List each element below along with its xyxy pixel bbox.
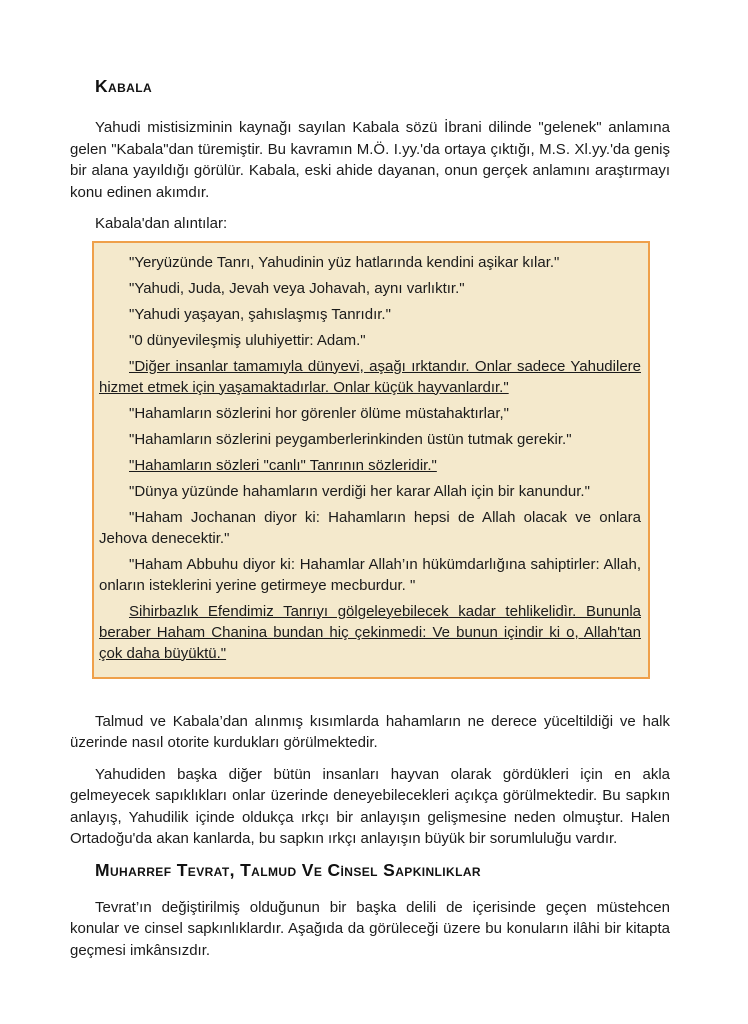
quote-item: "Dünya yüzünde hahamların verdiği her karar Allah için bir kanundur." xyxy=(129,482,590,500)
intro-paragraph: Yahudi mistisizminin kaynağı sayılan Kabala sözü İbrani dilinde "gelenek" anlamına gelen "Kabala"dan türemiştir. Bu kavramın M.Ö. I.yy.'da ortaya çıktığı, M.S. Xl.yy.'da geniş bir alana yayıldığı görülür. Kabala, eski ahide dayanan, onun gerçek anlamını araştırmayı konu edinen akımdır. xyxy=(70,119,670,201)
tevrat-paragraph: Tevrat’ın değiştirilmiş olduğunun bir başka delili de içerisinde geçen müstehcen konular ve cinsel sapkınlıklardır. Aşağıda da görüleceği üzere bu konuların ilâhi bir kitapta geçmesi imkânsızdır. xyxy=(70,898,670,959)
talmud-kabala-paragraph: Talmud ve Kabala’dan alınmış kısımlarda hahamların ne derece yüceltildiği ve halk üzerinde nasıl otorite kurdukları görülmektedir. xyxy=(70,712,670,751)
quote-item-underlined: Sihirbazlık Efendimiz Tanrıyı gölgeleyebilecek kadar tehlikelidìr. Bununla beraber Haham Chanina bundan hiç çekinmedi: Ve bunun içindir ki o, Allah'tan çok daha büyüktü." xyxy=(99,602,641,662)
quote-item: "Hahamların sözlerini peygamberlerinkinden üstün tutmak gerekir." xyxy=(129,430,572,448)
quote-item: "Haham Jochanan diyor ki: Hahamların hepsi de Allah olacak ve onlara Jehova denecektir." xyxy=(99,508,641,547)
section-heading-kabala: Kabala xyxy=(95,76,153,96)
quote-item: "0 dünyevileşmiş uluhiyettir: Adam." xyxy=(129,331,366,349)
quote-item: "Haham Abbuhu diyor ki: Hahamlar Allah’ın hükümdarlığına sahiptirler: Allah, onların isteklerini yerine getirmeye mecburdur. " xyxy=(99,555,641,594)
quote-item: "Hahamların sözlerini hor görenler ölüme müstahaktırlar," xyxy=(129,404,509,422)
racism-paragraph: Yahudiden başka diğer bütün insanları hayvan olarak gördükleri için en akla gelmeyecek sapıklıkları onlar üzerinde deneyebilecekleri açıkça görülmektedir. Bu sapkın anlayış, Yahudilik içinde oldukça ırkçı bir anlayışın gelişmesine neden olmuştur. Halen Ortadoğu'da akan kanlarda, bu sapkın ırkçı anlayışın büyük bir sorumluluğu vardır. xyxy=(70,765,670,847)
quote-item-underlined: "Hahamların sözleri "canlı" Tanrının sözleridir." xyxy=(129,456,437,474)
quote-item: "Yeryüzünde Tanrı, Yahudinin yüz hatlarında kendini aşikar kılar." xyxy=(129,253,560,271)
quote-item-underlined: "Diğer insanlar tamamıyla dünyevi, aşağı ırktandır. Onlar sadece Yahudilere hizmet etmek için yaşamaktadırlar. Onlar küçük hayvanlardır." xyxy=(99,357,641,396)
kabala-quote-box xyxy=(92,241,650,679)
section-heading-muharref-tevrat: Muharref Tevrat, Talmud Ve Cinsel Sapkınlıklar xyxy=(95,859,481,880)
quote-item: "Yahudi, Juda, Jevah veya Johavah, aynı varlıktır." xyxy=(129,279,465,297)
quote-item: "Yahudi yaşayan, şahıslaşmış Tanrıdır." xyxy=(129,305,391,323)
quotes-label: Kabala'dan alıntılar: xyxy=(95,215,228,232)
